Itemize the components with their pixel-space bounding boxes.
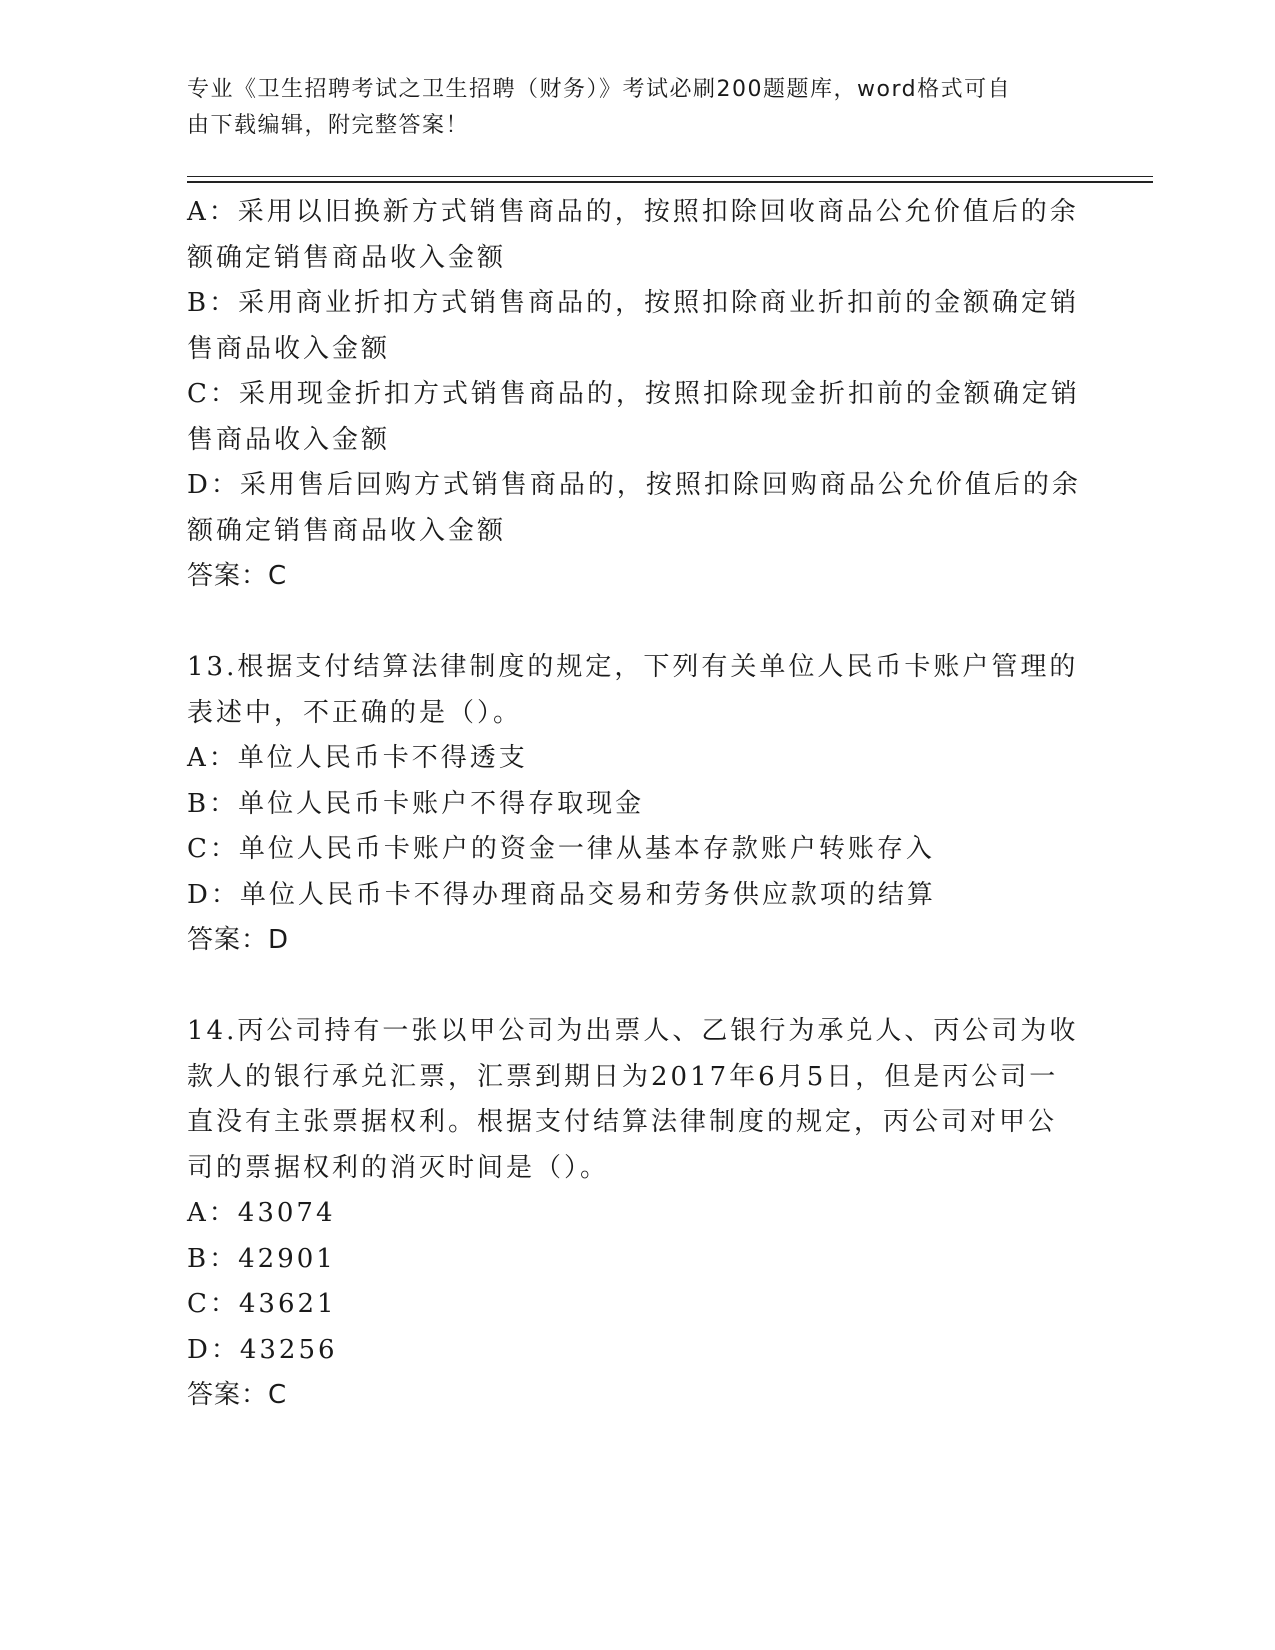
question-13-stem-line-1: 13.根据支付结算法律制度的规定，下列有关单位人民币卡账户管理的 — [187, 652, 1079, 682]
option-b-line-2: 售商品收入金额 — [187, 333, 391, 364]
question-content — [187, 190, 1087, 1419]
header-divider-thick — [187, 181, 1153, 183]
question-13-stem-line-2: 表述中，不正确的是（）。 — [187, 697, 523, 728]
header-line-1: 专业《卫生招聘考试之卫生招聘（财务）》考试必刷200题题库，word格式可自 — [187, 77, 1012, 102]
option-c-line-1: C：采用现金折扣方式销售商品的，按照扣除现金折扣前的金额确定销 — [187, 379, 1080, 409]
option-c-line-2: 售商品收入金额 — [187, 424, 391, 455]
header-divider-thin — [187, 176, 1153, 177]
question-14-stem-line-4: 司的票据权利的消灭时间是（）。 — [187, 1152, 610, 1183]
question-12-options — [187, 190, 1087, 600]
option-d-line-2: 额确定销售商品收入金额 — [187, 515, 507, 546]
option-d-line-1: D：采用售后回购方式销售商品的，按照扣除回购商品公允价值后的余 — [187, 470, 1081, 500]
option-a: A：43074 — [187, 1198, 336, 1228]
option-d: D：43256 — [187, 1334, 338, 1365]
answer-13: 答案：D — [187, 925, 290, 955]
question-14-stem-line-2: 款人的银行承兑汇票，汇票到期日为2017年6月5日，但是丙公司一 — [187, 1061, 1059, 1092]
question-14-stem-line-1: 14.丙公司持有一张以甲公司为出票人、乙银行为承兑人、丙公司为收 — [187, 1016, 1079, 1046]
header-line-2: 由下载编辑，附完整答案！ — [187, 113, 470, 138]
spacer — [187, 600, 1087, 646]
question-14-stem-line-3: 直没有主张票据权利。根据支付结算法律制度的规定，丙公司对甲公 — [187, 1107, 1058, 1137]
option-b: B：单位人民币卡账户不得存取现金 — [187, 788, 645, 819]
question-14 — [187, 1009, 1087, 1419]
document-header — [187, 72, 1067, 144]
option-a: A：单位人民币卡不得透支 — [187, 743, 528, 773]
question-13 — [187, 645, 1087, 964]
option-a-line-2: 额确定销售商品收入金额 — [187, 242, 507, 273]
option-c: C：单位人民币卡账户的资金一律从基本存款账户转账存入 — [187, 834, 935, 864]
option-b-line-1: B：采用商业折扣方式销售商品的，按照扣除商业折扣前的金额确定销 — [187, 288, 1080, 318]
answer-14: 答案：C — [187, 1380, 288, 1410]
spacer — [187, 964, 1087, 1010]
option-c: C：43621 — [187, 1289, 337, 1319]
option-a-line-1: A：采用以旧换新方式销售商品的，按照扣除回收商品公允价值后的余 — [187, 197, 1079, 227]
answer-12: 答案：C — [187, 561, 288, 591]
option-b: B：42901 — [187, 1243, 336, 1274]
option-d: D：单位人民币卡不得办理商品交易和劳务供应款项的结算 — [187, 879, 936, 910]
